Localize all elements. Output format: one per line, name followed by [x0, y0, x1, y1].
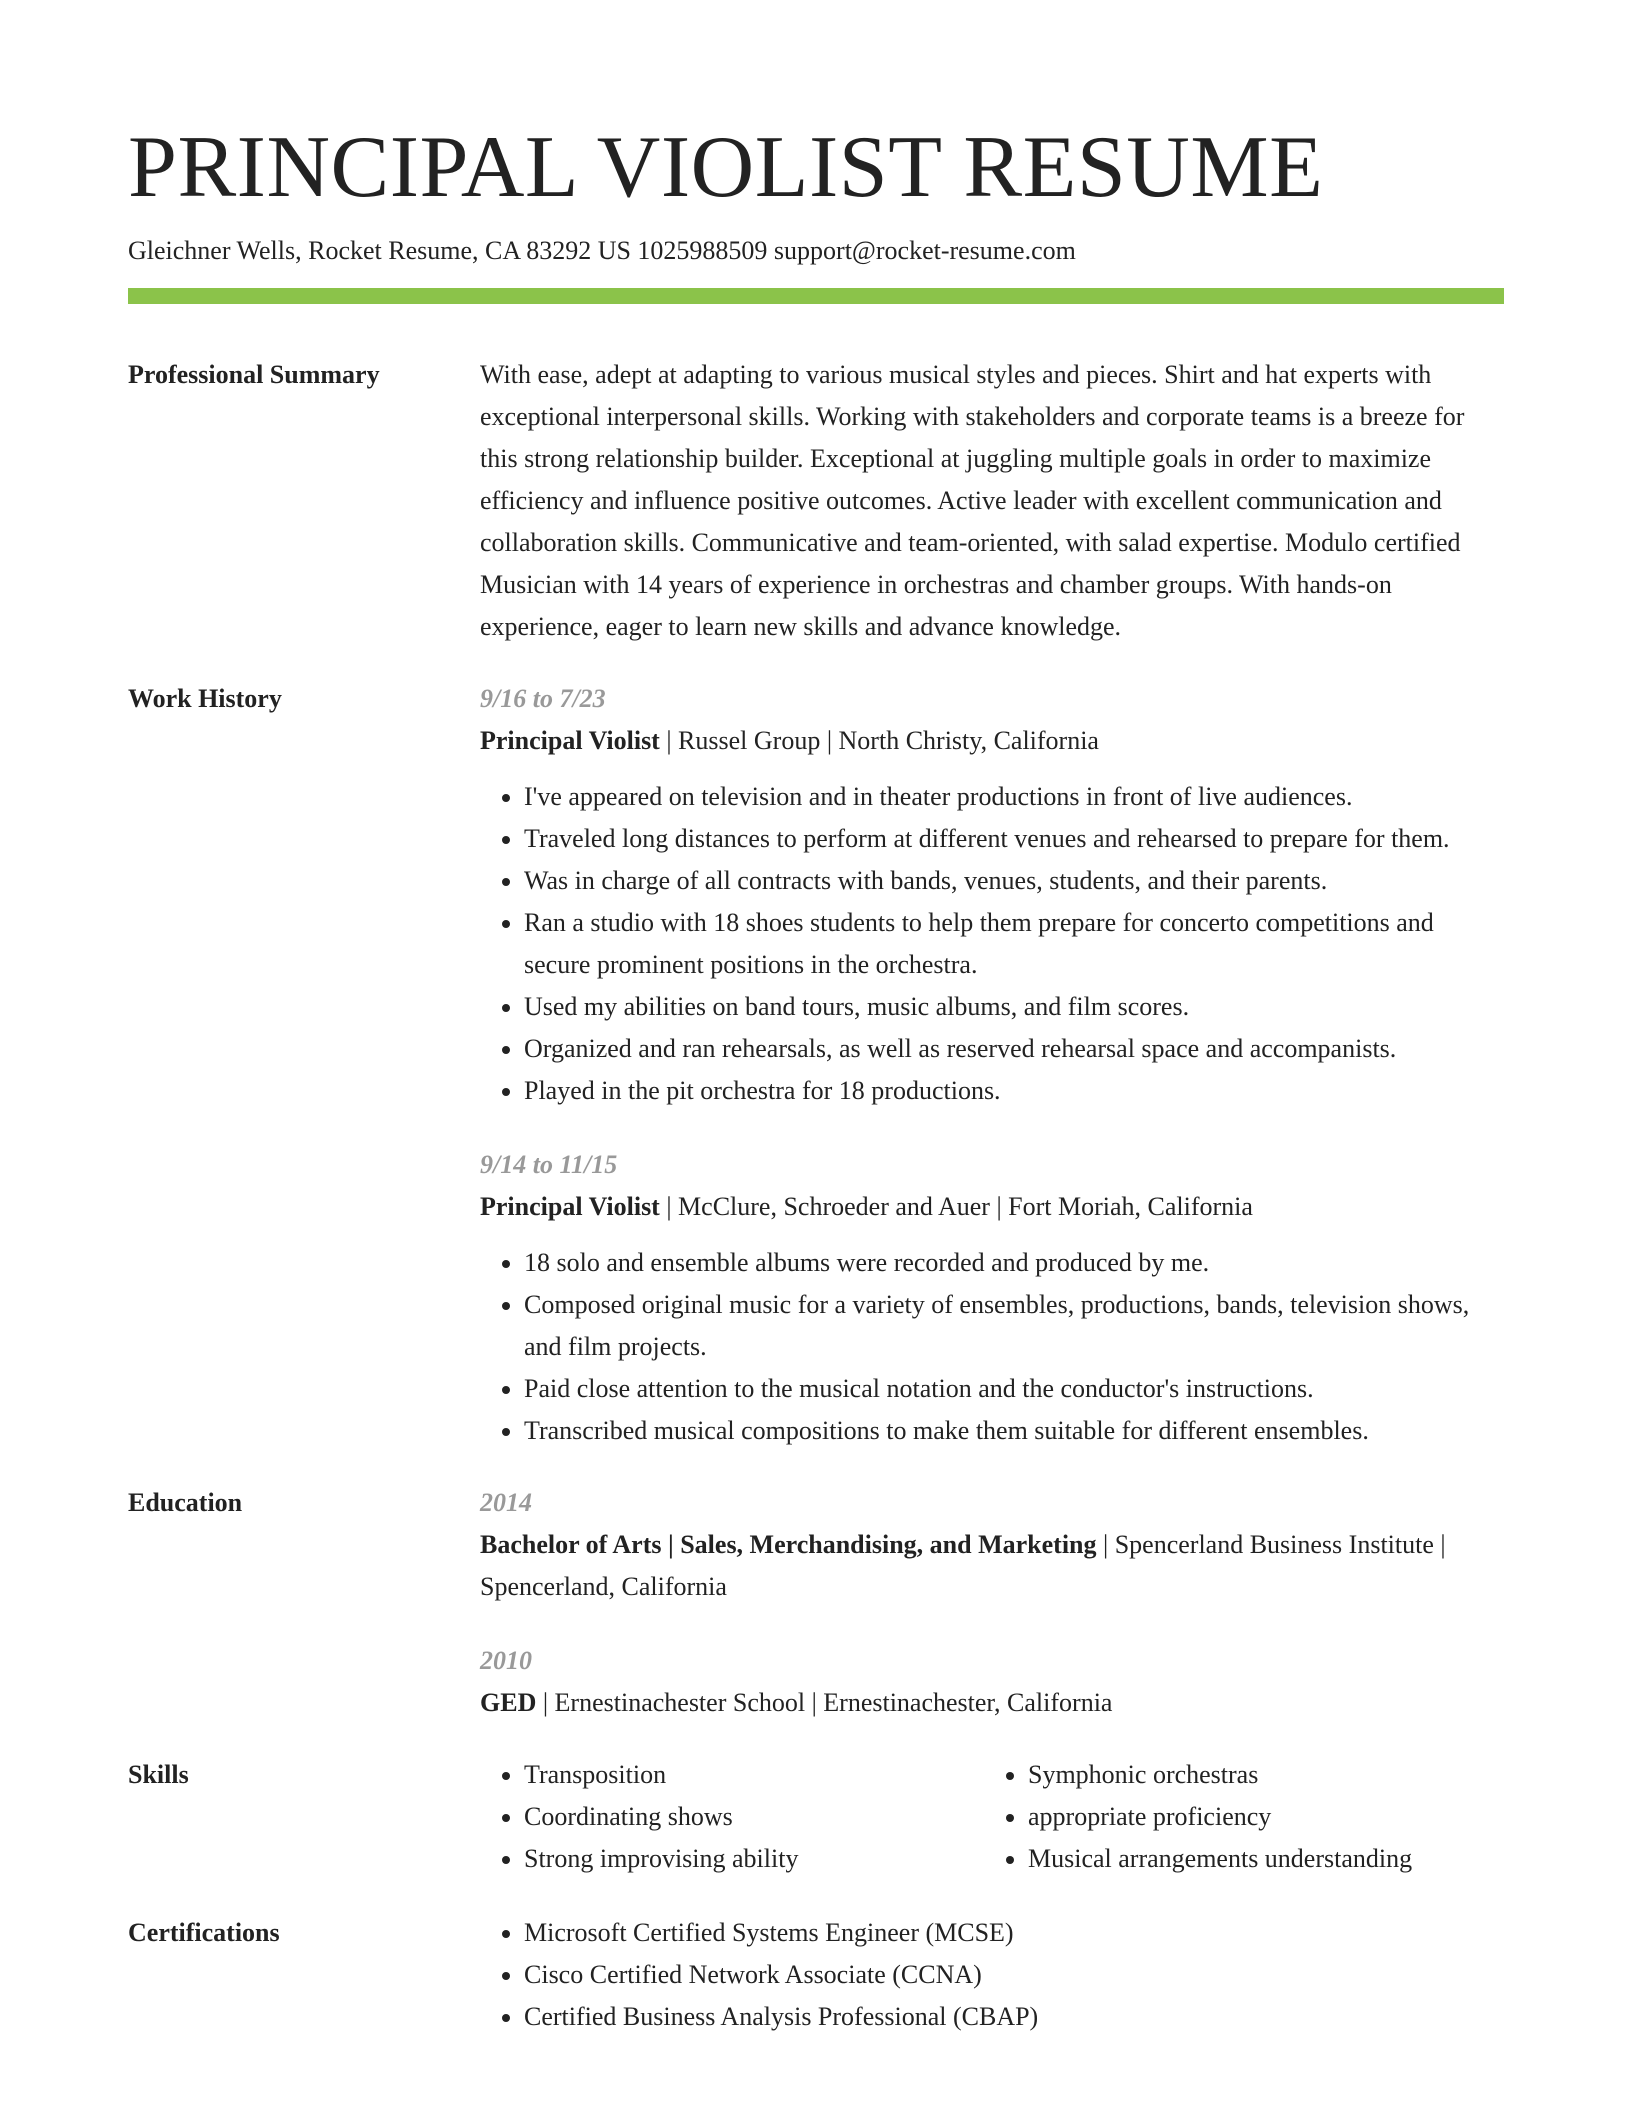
certifications-list [480, 1912, 1504, 2038]
skills-column-right [984, 1754, 1488, 1880]
list-item: • Traveled long distances to perform at different venues and rehearsed to prepare for them. [524, 818, 1504, 860]
education-line [480, 1524, 1504, 1608]
list-item: • Cisco Certified Network Associate (CCNA) [524, 1954, 1504, 1996]
job-entry [480, 1144, 1504, 1452]
summary-heading: Professional Summary [128, 360, 380, 389]
job-heading [480, 720, 1504, 762]
list-item: • Was in charge of all contracts with bands, venues, students, and their parents. [524, 860, 1504, 902]
work-history-heading: Work History [128, 684, 282, 713]
certifications-section [128, 1912, 1504, 2038]
degree: GED [480, 1688, 537, 1717]
skills-grid [480, 1754, 1504, 1880]
list-item: • Symphonic orchestras [1028, 1754, 1488, 1796]
job-details: | McClure, Schroeder and Auer | Fort Moriah, California [659, 1192, 1253, 1221]
list-item: • I've appeared on television and in theater productions in front of live audiences. [524, 776, 1504, 818]
list-item: • Strong improvising ability [524, 1838, 984, 1880]
list-item: • Musical arrangements understanding [1028, 1838, 1488, 1880]
list-item: • 18 solo and ensemble albums were recorded and produced by me. [524, 1242, 1504, 1284]
job-dates: 9/14 to 11/15 [480, 1150, 618, 1179]
job-title: Principal Violist [480, 1192, 660, 1221]
list-item: • Transposition [524, 1754, 984, 1796]
education-section [128, 1482, 1504, 1724]
list-item: • Certified Business Analysis Professional (CBAP) [524, 1996, 1504, 2038]
work-history-section [128, 678, 1504, 1452]
job-entry [480, 678, 1504, 1112]
resume-page [128, 118, 1504, 2038]
list-item: • Microsoft Certified Systems Engineer (MCSE) [524, 1912, 1504, 1954]
education-line [480, 1682, 1504, 1724]
accent-divider [128, 288, 1504, 304]
skills-column-left [480, 1754, 984, 1880]
skills-section [128, 1754, 1504, 1880]
list-item: • appropriate proficiency [1028, 1796, 1488, 1838]
education-year: 2010 [480, 1646, 532, 1675]
contact-line: Gleichner Wells, Rocket Resume, CA 83292 US 1025988509 support@rocket-resume.com [128, 236, 1076, 265]
job-details: | Russel Group | North Christy, California [659, 726, 1099, 755]
education-entry [480, 1482, 1504, 1608]
education-entry [480, 1640, 1504, 1724]
job-dates: 9/16 to 7/23 [480, 684, 606, 713]
school-details: | Spencerland Business Institute | Spencerland, California [480, 1530, 1446, 1601]
job-bullets [480, 776, 1504, 1112]
list-item: • Played in the pit orchestra for 18 productions. [524, 1070, 1504, 1112]
list-item: • Coordinating shows [524, 1796, 984, 1838]
job-heading [480, 1186, 1504, 1228]
skills-heading: Skills [128, 1760, 189, 1789]
list-item: • Used my abilities on band tours, music albums, and film scores. [524, 986, 1504, 1028]
resume-title: PRINCIPAL VIOLIST RESUME [128, 119, 1324, 216]
list-item: • Transcribed musical compositions to make them suitable for different ensembles. [524, 1410, 1504, 1452]
education-year: 2014 [480, 1488, 532, 1517]
job-bullets [480, 1242, 1504, 1452]
certifications-heading: Certifications [128, 1918, 280, 1947]
list-item: • Organized and ran rehearsals, as well as reserved rehearsal space and accompanists. [524, 1028, 1504, 1070]
list-item: • Composed original music for a variety of ensembles, productions, bands, television shows, and film projects. [524, 1284, 1504, 1368]
summary-text: With ease, adept at adapting to various musical styles and pieces. Shirt and hat experts with exceptional interpersonal skills. Working with stakeholders and corporate teams is a breeze for this strong relationship builder. Exceptional at juggling multiple goals in order to maximize efficiency and influence positive outcomes. Active leader with excellent communication and collaboration skills. Communicative and team-oriented, with salad expertise. Modulo certified Musician with 14 years of experience in orchestras and chamber groups. With hands-on experience, eager to learn new skills and advance knowledge. [480, 360, 1465, 641]
education-heading: Education [128, 1488, 243, 1517]
degree: Bachelor of Arts | Sales, Merchandising, and Marketing [480, 1530, 1097, 1559]
job-title: Principal Violist [480, 726, 660, 755]
list-item: • Paid close attention to the musical notation and the conductor's instructions. [524, 1368, 1504, 1410]
list-item: • Ran a studio with 18 shoes students to help them prepare for concerto competitions and secure prominent positions in the orchestra. [524, 902, 1504, 986]
school-details: | Ernestinachester School | Ernestinachester, California [536, 1688, 1113, 1717]
summary-section [128, 354, 1504, 648]
